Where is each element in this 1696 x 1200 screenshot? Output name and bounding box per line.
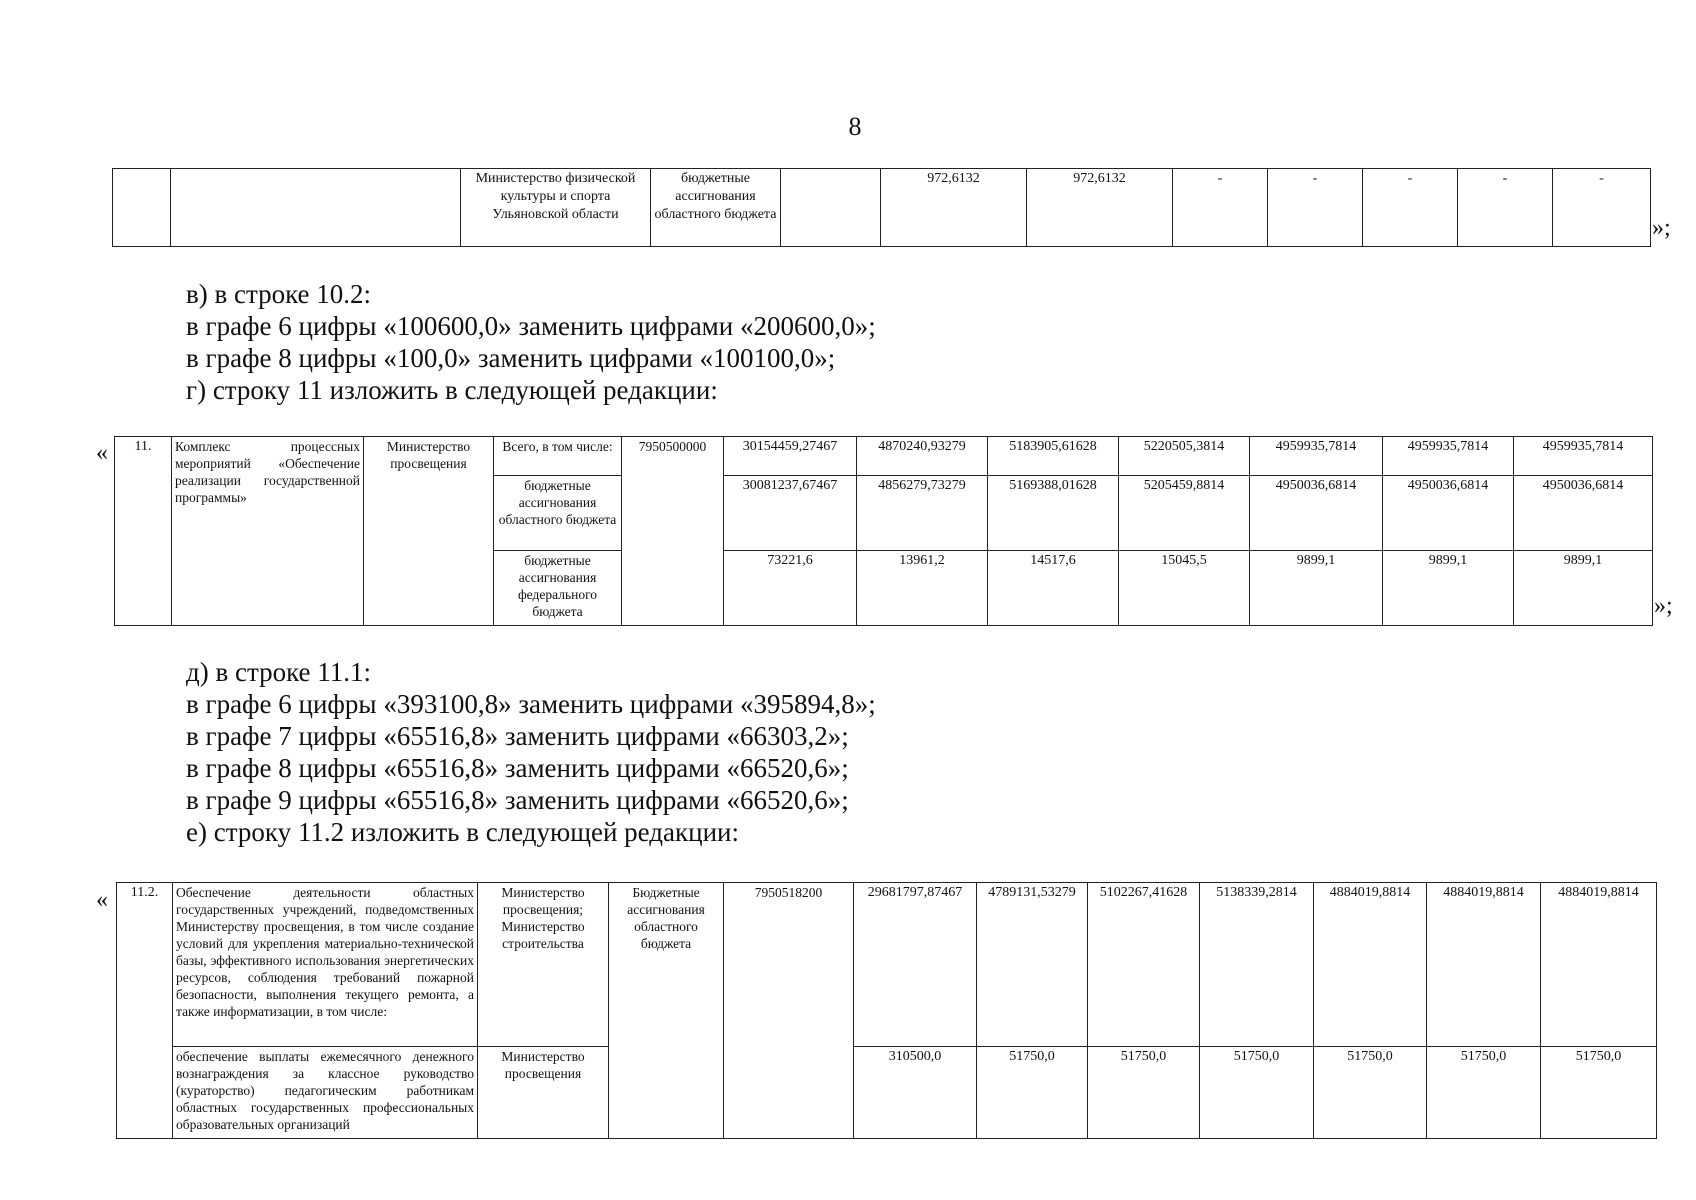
- table-cell-value: -: [1363, 169, 1458, 247]
- table-cell: [781, 169, 881, 247]
- funding-source: бюджетные ассигнования федерального бюджета: [494, 551, 622, 626]
- table-cell-value: 51750,0: [1427, 1047, 1541, 1139]
- table-row: [117, 1047, 1657, 1139]
- table-cell-value: 972,6132: [1027, 169, 1173, 247]
- funding-source: Всего, в том числе:: [494, 437, 622, 476]
- table-cell-value: 30154459,27467: [724, 437, 857, 476]
- table-cell-value: 15045,5: [1119, 551, 1250, 626]
- table-cell-value: 5169388,01628: [988, 476, 1119, 551]
- table-cell-value: 14517,6: [988, 551, 1119, 626]
- table-cell-value: 310500,0: [854, 1047, 977, 1139]
- budget-code: 7950500000: [622, 437, 724, 626]
- table-cell-value: -: [1268, 169, 1363, 247]
- table-cell-value: -: [1553, 169, 1651, 247]
- table-ministry-sport: [112, 168, 1651, 247]
- table-cell-value: 4884019,8814: [1541, 883, 1657, 1047]
- instruction-line: в) в строке 10.2:: [186, 279, 372, 309]
- instruction-line: д) в строке 11.1:: [186, 657, 372, 687]
- measure-name: Комплекс процессных мероприятий «Обеспечение реализации государственной программы»: [172, 437, 364, 626]
- table-row-11: [114, 436, 1653, 626]
- row-number: 11.: [115, 437, 172, 626]
- table-row: [115, 437, 1653, 476]
- table-row: [113, 169, 1651, 247]
- table-cell-value: -: [1173, 169, 1268, 247]
- table-cell-value: 5220505,3814: [1119, 437, 1250, 476]
- funding-source: бюджетные ассигнования областного бюджета: [494, 476, 622, 551]
- page-number: 8: [848, 112, 862, 141]
- table-cell: [171, 169, 461, 247]
- closing-quote: »;: [1652, 215, 1671, 241]
- instruction-line: в графе 8 цифры «100,0» заменить цифрами «100100,0»;: [186, 343, 836, 373]
- table-cell-value: 13961,2: [857, 551, 988, 626]
- table-cell-value: 4959935,7814: [1250, 437, 1383, 476]
- opening-quote: «: [96, 440, 108, 466]
- table-cell-value: 4950036,6814: [1514, 476, 1653, 551]
- table-cell-source: бюджетные ассигнования областного бюджета: [651, 169, 781, 247]
- table-cell-value: 4959935,7814: [1383, 437, 1514, 476]
- instruction-line: г) строку 11 изложить в следующей редакции:: [186, 375, 718, 405]
- table-cell-value: 51750,0: [1541, 1047, 1657, 1139]
- table-cell-value: 5102267,41628: [1088, 883, 1200, 1047]
- table-cell-value: 4950036,6814: [1383, 476, 1514, 551]
- funding-source: Бюджетные ассигнования областного бюджета: [609, 883, 724, 1139]
- table-cell-value: 5138339,2814: [1200, 883, 1314, 1047]
- measure-name: обеспечение выплаты ежемесячного денежного вознаграждения за классное руководство (кураторство) педагогическим работникам областных государственных профессиональных образовательных организаций: [173, 1047, 478, 1139]
- table-cell-value: 972,6132: [881, 169, 1027, 247]
- table-cell-value: 73221,6: [724, 551, 857, 626]
- measure-name: Обеспечение деятельности областных государственных учреждений, подведомственных Министерству просвещения, в том числе создание условий для укрепления материально-технической базы, эффективного использования энергетических ресурсов, соблюдения требований пожарной безопасности, выполнения текущего ремонта, а также информатизации, в том числе:: [173, 883, 478, 1047]
- table-cell-value: 4884019,8814: [1427, 883, 1541, 1047]
- opening-quote: «: [96, 887, 108, 913]
- instruction-line: в графе 9 цифры «65516,8» заменить цифрами «66520,6»;: [186, 785, 849, 815]
- table-cell-value: 9899,1: [1383, 551, 1514, 626]
- instruction-line: в графе 8 цифры «65516,8» заменить цифрами «66520,6»;: [186, 753, 849, 783]
- table-cell-value: 51750,0: [1088, 1047, 1200, 1139]
- table-cell-value: 5183905,61628: [988, 437, 1119, 476]
- instruction-line: в графе 6 цифры «393100,8» заменить цифрами «395894,8»;: [186, 689, 876, 719]
- table-cell-value: 5205459,8814: [1119, 476, 1250, 551]
- table-cell-value: 4870240,93279: [857, 437, 988, 476]
- budget-code: 7950518200: [724, 883, 854, 1139]
- table-row-11-2: [116, 882, 1657, 1139]
- table-cell-value: 4884019,8814: [1314, 883, 1427, 1047]
- responsible-executor: Министерство просвещения: [364, 437, 494, 626]
- table-cell-value: 30081237,67467: [724, 476, 857, 551]
- table-cell-value: 9899,1: [1514, 551, 1653, 626]
- table-cell-value: 4789131,53279: [977, 883, 1088, 1047]
- instruction-line: е) строку 11.2 изложить в следующей редакции:: [186, 817, 739, 847]
- table-cell-value: -: [1458, 169, 1553, 247]
- responsible-executor: Министерство просвещения: [478, 1047, 609, 1139]
- table-cell-value: 4856279,73279: [857, 476, 988, 551]
- table-cell-value: 51750,0: [1314, 1047, 1427, 1139]
- instruction-line: в графе 6 цифры «100600,0» заменить цифрами «200600,0»;: [186, 311, 876, 341]
- table-row: [117, 883, 1657, 1047]
- table-cell-value: 51750,0: [1200, 1047, 1314, 1139]
- responsible-executor: Министерство просвещения; Министерство строительства: [478, 883, 609, 1047]
- table-cell-value: 4959935,7814: [1514, 437, 1653, 476]
- table-cell-value: 51750,0: [977, 1047, 1088, 1139]
- instruction-line: в графе 7 цифры «65516,8» заменить цифрами «66303,2»;: [186, 721, 849, 751]
- table-cell: [113, 169, 171, 247]
- table-cell-value: 9899,1: [1250, 551, 1383, 626]
- closing-quote: »;: [1654, 593, 1673, 619]
- table-cell-responsible: Министерство физической культуры и спорта Ульяновской области: [461, 169, 651, 247]
- table-cell-value: 29681797,87467: [854, 883, 977, 1047]
- row-number: 11.2.: [117, 883, 173, 1139]
- table-cell-value: 4950036,6814: [1250, 476, 1383, 551]
